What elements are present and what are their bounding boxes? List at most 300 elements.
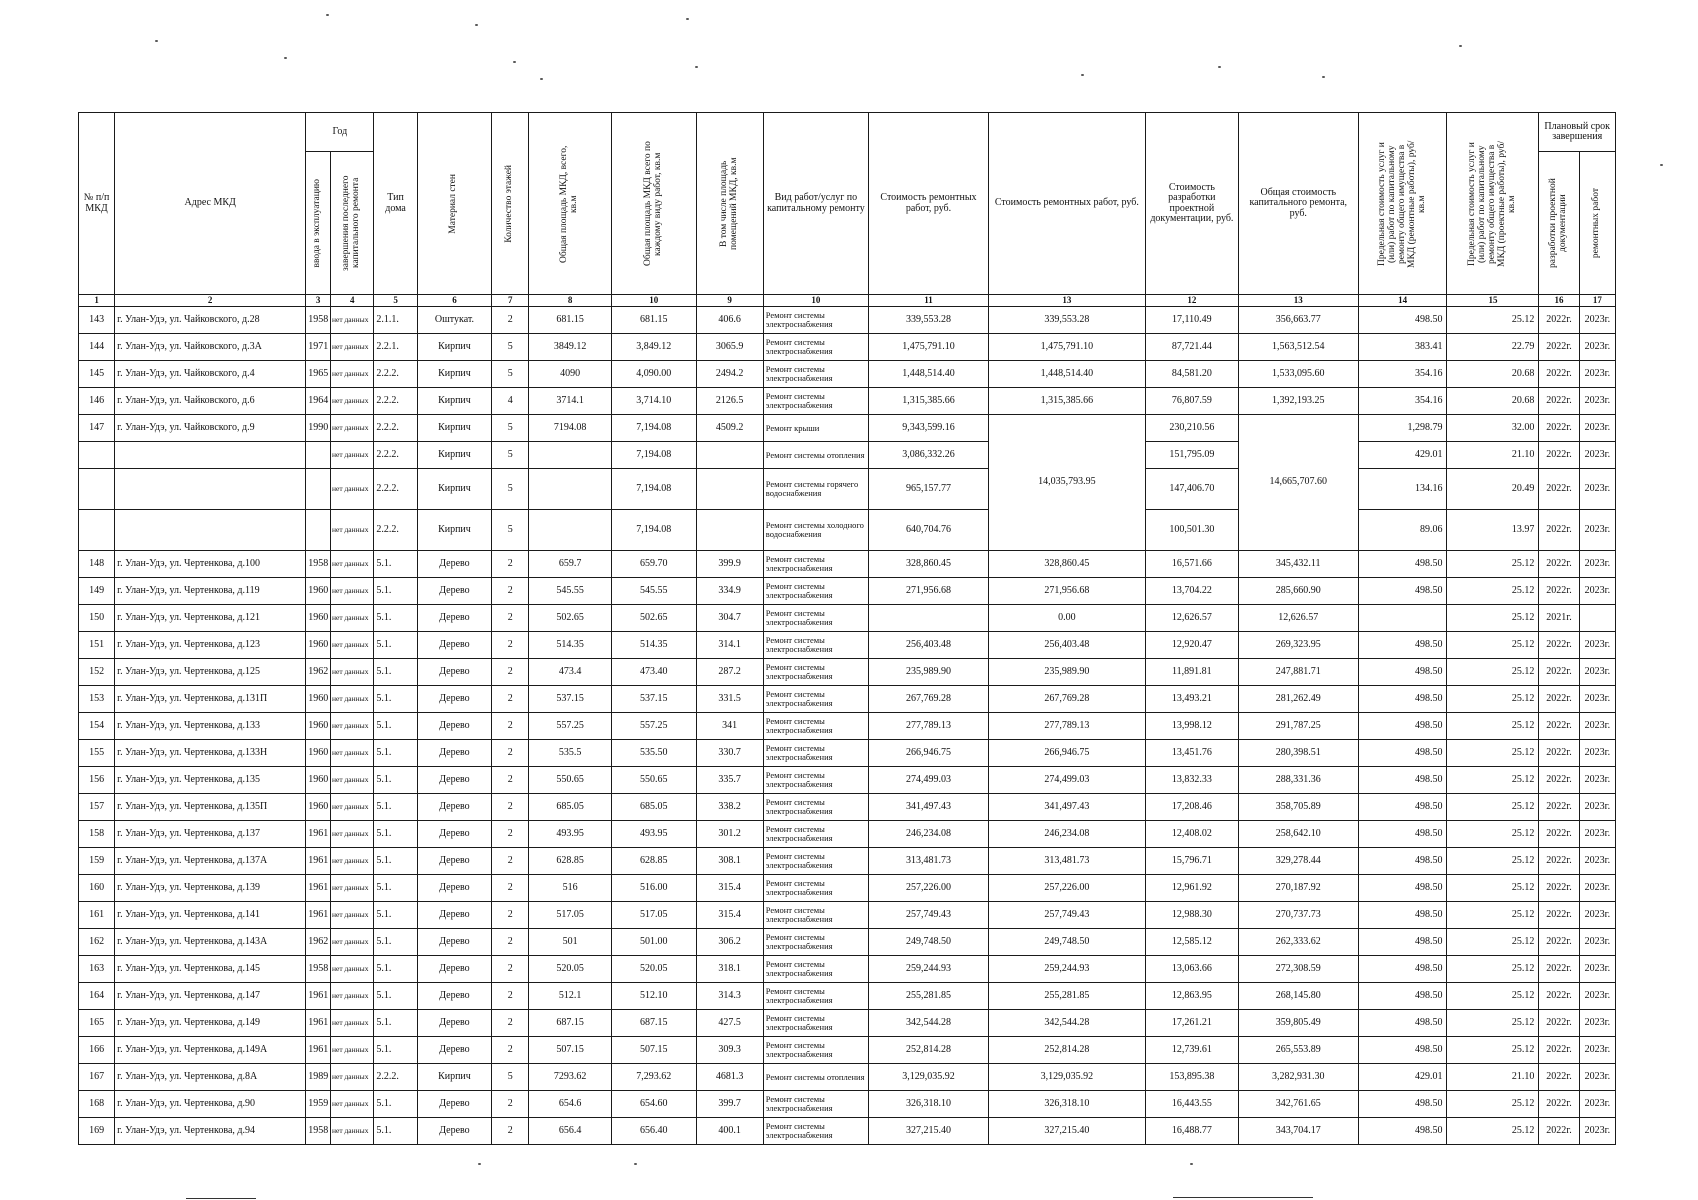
cell-row-number: 143 [79,307,115,334]
cell-total-cost: 1,392,193.25 [1238,388,1358,415]
cell-total-area: 7293.62 [529,1064,612,1091]
header-repair-cost-13: Стоимость ремонтных работ, руб. [988,113,1145,295]
header-work-type: Вид работ/услуг по капитальному ремонту [763,113,868,295]
table-row [79,740,1616,767]
scan-speck [540,78,543,80]
cell-house-type: 2.2.2. [374,442,417,469]
cell-floors: 2 [492,307,529,334]
cell-floors: 2 [492,1010,529,1037]
cell-plan-repair: 2023г. [1579,1064,1615,1091]
cell-year-last-repair: нет данных [331,415,374,442]
cell-house-type: 5.1. [374,578,417,605]
cell-limit-cost-14: 1,298.79 [1358,415,1447,442]
cell-work-type: Ремонт системы электроснабжения [763,307,868,334]
cell-total-cost: 272,308.59 [1238,956,1358,983]
cell-floors: 5 [492,1064,529,1091]
cell-plan-design: 2022г. [1539,1091,1579,1118]
header-total-cost: Общая стоимость капитального ремонта, руб. [1238,113,1358,295]
cell-design-cost: 13,063.66 [1145,956,1238,983]
col-number: 7 [492,295,529,307]
cell-floors: 2 [492,848,529,875]
cell-address: г. Улан-Удэ, ул. Чайковского, д.4 [115,361,306,388]
cell-year-commission [306,469,331,510]
cell-total-area: 654.6 [529,1091,612,1118]
cell-year-last-repair: нет данных [331,388,374,415]
cell-repair-cost-13: 313,481.73 [988,848,1145,875]
cell-total-area-by-work: 514.35 [611,632,696,659]
cell-year-commission: 1960 [306,578,331,605]
cell-year-commission: 1960 [306,794,331,821]
cell-year-last-repair: нет данных [331,821,374,848]
cell-limit-cost-15: 25.12 [1447,821,1539,848]
cell-limit-cost-14: 498.50 [1358,821,1447,848]
cell-limit-cost-15: 32.00 [1447,415,1539,442]
cell-wall-material: Дерево [417,929,491,956]
cell-design-cost: 12,626.57 [1145,605,1238,632]
cell-row-number: 154 [79,713,115,740]
cell-year-last-repair: нет данных [331,659,374,686]
cell-floors: 2 [492,578,529,605]
cell-repair-cost-13: 1,315,385.66 [988,388,1145,415]
cell-house-type: 2.2.2. [374,361,417,388]
cell-work-type: Ремонт системы электроснабжения [763,983,868,1010]
scan-speck [478,1163,481,1165]
cell-repair-cost-11: 246,234.08 [869,821,989,848]
cell-limit-cost-14: 498.50 [1358,1118,1447,1145]
cell-house-type: 2.2.2. [374,510,417,551]
cell-limit-cost-15: 25.12 [1447,767,1539,794]
cell-repair-cost-13: 328,860.45 [988,551,1145,578]
cell-work-type: Ремонт системы электроснабжения [763,551,868,578]
col-number: 16 [1539,295,1579,307]
cell-design-cost: 16,488.77 [1145,1118,1238,1145]
cell-address: г. Улан-Удэ, ул. Чертенкова, д.147 [115,983,306,1010]
cell-limit-cost-14: 429.01 [1358,1064,1447,1091]
cell-repair-cost-13: 267,769.28 [988,686,1145,713]
cell-address: г. Улан-Удэ, ул. Чертенкова, д.149А [115,1037,306,1064]
cell-year-commission: 1965 [306,361,331,388]
cell-limit-cost-15: 25.12 [1447,902,1539,929]
cell-repair-cost-13: 249,748.50 [988,929,1145,956]
cell-premises-area: 315.4 [696,902,763,929]
cell-total-cost: 291,787.25 [1238,713,1358,740]
cell-plan-repair: 2023г. [1579,1118,1615,1145]
cell-row-number: 162 [79,929,115,956]
cell-year-commission [306,510,331,551]
cell-premises-area: 406.6 [696,307,763,334]
header-repair-cost-11: Стоимость ремонтных работ, руб. [869,113,989,295]
col-number: 12 [1145,295,1238,307]
cell-plan-design: 2022г. [1539,632,1579,659]
cell-plan-repair: 2023г. [1579,929,1615,956]
cell-address: г. Улан-Удэ, ул. Чертенкова, д.149 [115,1010,306,1037]
cell-plan-repair: 2023г. [1579,983,1615,1010]
cell-plan-design: 2022г. [1539,1010,1579,1037]
cell-address: г. Улан-Удэ, ул. Чайковского, д.6 [115,388,306,415]
cell-address [115,442,306,469]
cell-plan-repair: 2023г. [1579,956,1615,983]
scan-speck [1081,74,1084,76]
cell-address: г. Улан-Удэ, ул. Чертенкова, д.119 [115,578,306,605]
cell-plan-design: 2022г. [1539,415,1579,442]
cell-year-commission: 1971 [306,334,331,361]
cell-work-type: Ремонт системы электроснабжения [763,929,868,956]
cell-work-type: Ремонт системы электроснабжения [763,794,868,821]
cell-floors: 2 [492,929,529,956]
cell-house-type: 5.1. [374,551,417,578]
header-limit-cost-15: Предельная стоимость услуг и (или) работ по капитальному ремонту общего имущества в МКД (проектные работы), руб/кв.м [1447,113,1539,295]
cell-year-commission: 1960 [306,740,331,767]
header-num: № п/п МКД [79,113,115,295]
cell-total-cost: 262,333.62 [1238,929,1358,956]
cell-year-last-repair: нет данных [331,1118,374,1145]
cell-work-type: Ремонт системы электроснабжения [763,632,868,659]
cell-floors: 2 [492,821,529,848]
cell-total-area: 628.85 [529,848,612,875]
cell-limit-cost-15: 25.12 [1447,1091,1539,1118]
cell-year-last-repair: нет данных [331,956,374,983]
cell-year-commission: 1961 [306,983,331,1010]
cell-total-cost: 268,145.80 [1238,983,1358,1010]
cell-total-cost: 288,331.36 [1238,767,1358,794]
cell-row-number: 165 [79,1010,115,1037]
cell-limit-cost-14: 383.41 [1358,334,1447,361]
cell-row-number [79,469,115,510]
cell-total-cost: 1,563,512.54 [1238,334,1358,361]
cell-total-area: 7194.08 [529,415,612,442]
cell-work-type: Ремонт системы электроснабжения [763,902,868,929]
cell-limit-cost-14: 498.50 [1358,659,1447,686]
cell-wall-material: Дерево [417,902,491,929]
cell-work-type: Ремонт системы электроснабжения [763,875,868,902]
col-number: 9 [696,295,763,307]
cell-repair-cost-11: 328,860.45 [869,551,989,578]
col-number: 15 [1447,295,1539,307]
cell-premises-area: 314.1 [696,632,763,659]
cell-work-type: Ремонт системы горячего водоснабжения [763,469,868,510]
table-row [79,713,1616,740]
cell-floors: 2 [492,875,529,902]
cell-house-type: 2.2.2. [374,415,417,442]
cell-house-type: 5.1. [374,1010,417,1037]
cell-limit-cost-15: 25.12 [1447,686,1539,713]
cell-premises-area [696,469,763,510]
cell-total-cost: 280,398.51 [1238,740,1358,767]
table-row [79,510,1616,551]
cell-total-area-by-work: 654.60 [611,1091,696,1118]
cell-repair-cost-13: 277,789.13 [988,713,1145,740]
cell-total-area-by-work: 3,849.12 [611,334,696,361]
cell-plan-design: 2022г. [1539,510,1579,551]
cell-floors: 5 [492,469,529,510]
cell-total-area-by-work: 687.15 [611,1010,696,1037]
cell-address: г. Улан-Удэ, ул. Чертенкова, д.8А [115,1064,306,1091]
cell-limit-cost-14: 354.16 [1358,361,1447,388]
cell-row-number: 167 [79,1064,115,1091]
cell-plan-design: 2022г. [1539,767,1579,794]
cell-row-number: 160 [79,875,115,902]
cell-address: г. Улан-Удэ, ул. Чертенкова, д.137А [115,848,306,875]
cell-plan-repair: 2023г. [1579,307,1615,334]
cell-year-last-repair: нет данных [331,469,374,510]
cell-design-cost: 13,704.22 [1145,578,1238,605]
cell-total-area: 507.15 [529,1037,612,1064]
cell-total-area-by-work: 545.55 [611,578,696,605]
scan-speck [513,61,516,63]
scan-speck [695,66,698,68]
table-row [79,659,1616,686]
cell-address: г. Улан-Удэ, ул. Чертенкова, д.121 [115,605,306,632]
cell-plan-design: 2022г. [1539,929,1579,956]
cell-work-type: Ремонт системы электроснабжения [763,1118,868,1145]
cell-house-type: 2.2.1. [374,334,417,361]
cell-address: г. Улан-Удэ, ул. Чайковского, д.9 [115,415,306,442]
cell-premises-area: 318.1 [696,956,763,983]
cell-premises-area: 399.7 [696,1091,763,1118]
cell-design-cost: 11,891.81 [1145,659,1238,686]
cell-address [115,469,306,510]
cell-house-type: 5.1. [374,1037,417,1064]
cell-house-type: 2.2.2. [374,469,417,510]
cell-limit-cost-15: 20.49 [1447,469,1539,510]
cell-plan-repair: 2023г. [1579,1010,1615,1037]
cell-repair-cost-11: 342,544.28 [869,1010,989,1037]
cell-house-type: 5.1. [374,875,417,902]
cell-year-last-repair: нет данных [331,1010,374,1037]
cell-repair-cost-11: 266,946.75 [869,740,989,767]
cell-design-cost: 12,863.95 [1145,983,1238,1010]
cell-row-number: 151 [79,632,115,659]
cell-limit-cost-15: 25.12 [1447,956,1539,983]
cell-repair-cost-13: 235,989.90 [988,659,1145,686]
cell-house-type: 5.1. [374,713,417,740]
scan-speck [326,14,329,16]
cell-house-type: 5.1. [374,983,417,1010]
cell-plan-repair: 2023г. [1579,794,1615,821]
cell-plan-repair: 2023г. [1579,740,1615,767]
cell-address: г. Улан-Удэ, ул. Чертенкова, д.100 [115,551,306,578]
cell-year-last-repair: нет данных [331,361,374,388]
cell-premises-area: 309.3 [696,1037,763,1064]
cell-row-number: 159 [79,848,115,875]
cell-year-last-repair: нет данных [331,686,374,713]
cell-plan-repair: 2023г. [1579,848,1615,875]
cell-year-last-repair: нет данных [331,794,374,821]
cell-wall-material: Оштукат. [417,307,491,334]
cell-limit-cost-15: 25.12 [1447,713,1539,740]
cell-repair-cost-13: 326,318.10 [988,1091,1145,1118]
cell-repair-cost-11: 341,497.43 [869,794,989,821]
cell-year-last-repair: нет данных [331,442,374,469]
cell-year-commission: 1964 [306,388,331,415]
cell-work-type: Ремонт системы холодного водоснабжения [763,510,868,551]
cell-plan-design: 2022г. [1539,334,1579,361]
cell-total-area-by-work: 550.65 [611,767,696,794]
cell-work-type: Ремонт системы электроснабжения [763,767,868,794]
table-row [79,686,1616,713]
cell-total-area: 685.05 [529,794,612,821]
cell-design-cost: 230,210.56 [1145,415,1238,442]
cell-year-last-repair: нет данных [331,713,374,740]
cell-limit-cost-14: 498.50 [1358,740,1447,767]
cell-repair-cost-13: 256,403.48 [988,632,1145,659]
cell-total-cost: 285,660.90 [1238,578,1358,605]
cell-design-cost: 13,451.76 [1145,740,1238,767]
cell-total-area: 3714.1 [529,388,612,415]
cell-year-commission: 1962 [306,659,331,686]
cell-year-commission: 1958 [306,956,331,983]
cell-wall-material: Кирпич [417,510,491,551]
table-row [79,929,1616,956]
cell-address: г. Улан-Удэ, ул. Чертенкова, д.123 [115,632,306,659]
cell-work-type: Ремонт системы электроснабжения [763,956,868,983]
cell-year-last-repair: нет данных [331,902,374,929]
table-row [79,1118,1616,1145]
cell-plan-repair: 2023г. [1579,388,1615,415]
cell-work-type: Ремонт системы электроснабжения [763,659,868,686]
cell-design-cost: 17,208.46 [1145,794,1238,821]
cell-year-commission: 1961 [306,1010,331,1037]
cell-total-area-by-work: 628.85 [611,848,696,875]
cell-plan-design: 2022г. [1539,848,1579,875]
scan-speck [1660,164,1663,166]
cell-plan-repair: 2023г. [1579,1091,1615,1118]
cell-plan-design: 2022г. [1539,902,1579,929]
table-row [79,307,1616,334]
cell-total-cost: 343,704.17 [1238,1118,1358,1145]
cell-repair-cost-11: 259,244.93 [869,956,989,983]
cell-total-area: 557.25 [529,713,612,740]
cell-wall-material: Дерево [417,821,491,848]
cell-wall-material: Дерево [417,686,491,713]
cell-wall-material: Кирпич [417,469,491,510]
cell-house-type: 2.2.2. [374,388,417,415]
cell-address: г. Улан-Удэ, ул. Чертенкова, д.139 [115,875,306,902]
cell-year-last-repair: нет данных [331,551,374,578]
cell-row-number: 168 [79,1091,115,1118]
cell-total-area: 550.65 [529,767,612,794]
cell-repair-cost-13: 257,749.43 [988,902,1145,929]
cell-year-commission: 1960 [306,713,331,740]
cell-total-area-by-work: 512.10 [611,983,696,1010]
cell-limit-cost-14: 498.50 [1358,578,1447,605]
header-total-area: Общая площадь МКД, всего, кв.м [529,113,612,295]
cell-year-last-repair: нет данных [331,632,374,659]
cell-repair-cost-13: 259,244.93 [988,956,1145,983]
cell-plan-design: 2022г. [1539,442,1579,469]
header-total-area-by-work: Общая площадь МКД всего по каждому виду работ, кв.м [611,113,696,295]
table-row [79,551,1616,578]
cell-address: г. Улан-Удэ, ул. Чертенкова, д.145 [115,956,306,983]
cell-total-area-by-work: 681.15 [611,307,696,334]
cell-wall-material: Кирпич [417,361,491,388]
cell-plan-repair: 2023г. [1579,632,1615,659]
cell-premises-area: 308.1 [696,848,763,875]
cell-plan-repair: 2023г. [1579,1037,1615,1064]
cell-repair-cost-11: 326,318.10 [869,1091,989,1118]
cell-floors: 5 [492,361,529,388]
cell-design-cost: 12,585.12 [1145,929,1238,956]
cell-total-cost: 247,881.71 [1238,659,1358,686]
cell-year-commission: 1962 [306,929,331,956]
table-row [79,794,1616,821]
cell-premises-area: 3065.9 [696,334,763,361]
cell-wall-material: Кирпич [417,442,491,469]
cell-work-type: Ремонт системы отопления [763,442,868,469]
cell-year-commission: 1958 [306,1118,331,1145]
cell-limit-cost-15: 25.12 [1447,659,1539,686]
cell-work-type: Ремонт крыши [763,415,868,442]
cell-limit-cost-14: 498.50 [1358,902,1447,929]
cell-repair-cost-11: 277,789.13 [869,713,989,740]
header-wall-material: Материал стен [417,113,491,295]
table-row [79,821,1616,848]
cell-house-type: 5.1. [374,794,417,821]
cell-house-type: 5.1. [374,605,417,632]
cell-total-cost: 342,761.65 [1238,1091,1358,1118]
cell-plan-design: 2022г. [1539,469,1579,510]
cell-plan-repair: 2023г. [1579,334,1615,361]
cell-design-cost: 17,261.21 [1145,1010,1238,1037]
cell-work-type: Ремонт системы электроснабжения [763,848,868,875]
cell-wall-material: Дерево [417,605,491,632]
cell-wall-material: Дерево [417,578,491,605]
cell-total-cost: 356,663.77 [1238,307,1358,334]
cell-limit-cost-14: 498.50 [1358,875,1447,902]
cell-total-area: 4090 [529,361,612,388]
cell-total-area-by-work: 3,714.10 [611,388,696,415]
cell-total-area-by-work: 507.15 [611,1037,696,1064]
cell-house-type: 5.1. [374,1118,417,1145]
cell-design-cost: 12,739.61 [1145,1037,1238,1064]
cell-wall-material: Кирпич [417,334,491,361]
cell-total-area-by-work: 685.05 [611,794,696,821]
cell-house-type: 2.1.1. [374,307,417,334]
cell-repair-cost-13: 1,448,514.40 [988,361,1145,388]
cell-year-commission: 1961 [306,848,331,875]
table-row [79,1037,1616,1064]
cell-total-area: 537.15 [529,686,612,713]
cell-wall-material: Дерево [417,1091,491,1118]
cell-total-area-by-work: 7,293.62 [611,1064,696,1091]
cell-wall-material: Дерево [417,713,491,740]
cell-total-area-by-work: 537.15 [611,686,696,713]
cell-total-area-by-work: 493.95 [611,821,696,848]
cell-row-number: 164 [79,983,115,1010]
cell-row-number: 163 [79,956,115,983]
cell-plan-design: 2022г. [1539,1064,1579,1091]
cell-plan-repair: 2023г. [1579,361,1615,388]
col-number: 10 [611,295,696,307]
cell-limit-cost-15: 25.12 [1447,632,1539,659]
cell-wall-material: Дерево [417,767,491,794]
cell-total-cost: 269,323.95 [1238,632,1358,659]
cell-work-type: Ремонт системы электроснабжения [763,334,868,361]
cell-design-cost: 100,501.30 [1145,510,1238,551]
scan-speck [155,40,158,42]
cell-year-last-repair: нет данных [331,848,374,875]
cell-premises-area: 400.1 [696,1118,763,1145]
cell-wall-material: Дерево [417,956,491,983]
cell-premises-area: 306.2 [696,929,763,956]
cell-design-cost: 12,920.47 [1145,632,1238,659]
cell-total-area [529,510,612,551]
cell-design-cost: 151,795.09 [1145,442,1238,469]
table-row [79,848,1616,875]
cell-plan-design: 2022г. [1539,983,1579,1010]
cell-limit-cost-15: 25.12 [1447,1037,1539,1064]
cell-total-area [529,442,612,469]
